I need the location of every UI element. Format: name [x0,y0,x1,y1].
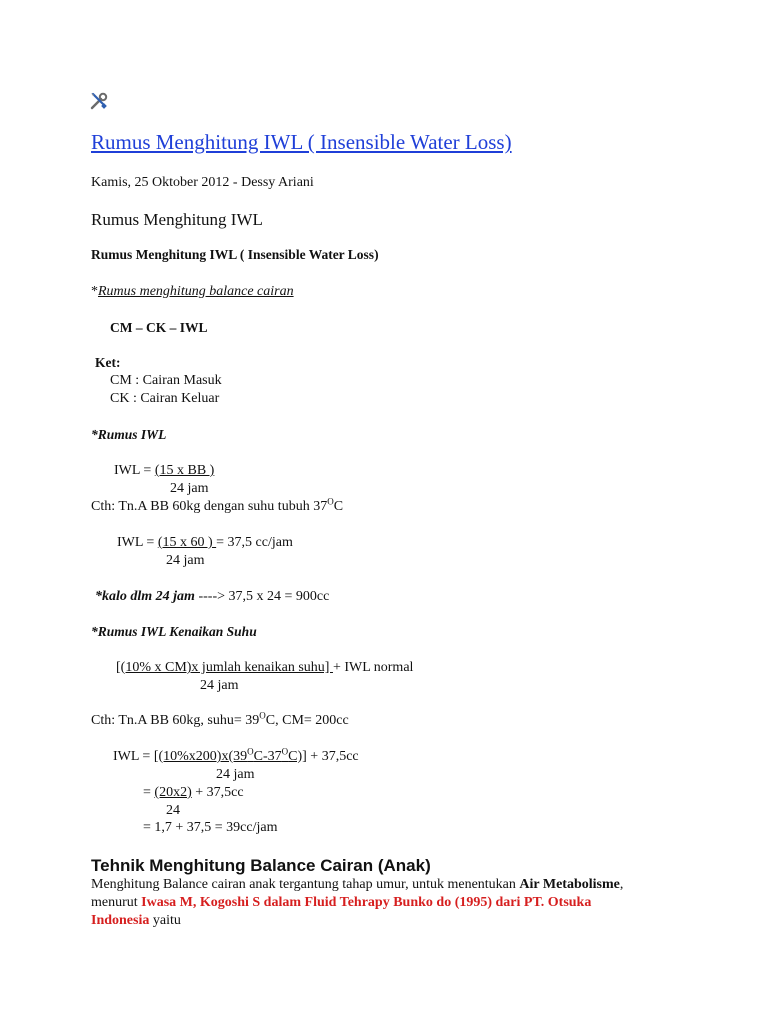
suhu-formula [116,660,413,676]
tools-icon [89,91,109,111]
suhu-l2-numerator: (20x2) [154,785,192,800]
kalo-line [95,589,329,605]
article-meta: Kamis, 25 Oktober 2012 - Dessy Ariani [91,175,314,190]
heading-sub: Rumus Menghitung IWL ( Insensible Water Loss) [91,247,379,262]
ket-cm: CM : Cairan Masuk [110,373,222,388]
suhu-l1-denominator: 24 jam [216,767,255,782]
anak-p1-a: Menghitung Balance cairan anak tergantung tahap umur, untuk menentukan [91,877,520,892]
suhu-l2-denominator: 24 [166,803,180,818]
suhu-l1-prefix: IWL = [113,749,154,764]
iwl-ex-numerator: (15 x 60 ) [157,535,217,550]
suhu-calc-line2 [143,785,244,801]
iwl-ex-denominator: 24 jam [166,553,205,568]
iwl-cth-sup: O [327,496,334,507]
ket-ck: CK : Cairan Keluar [110,391,220,406]
suhu-cth-b: C, CM= 200cc [265,713,349,728]
balance-star: * [91,284,98,299]
air-metabolisme: Air Metabolisme [519,877,620,892]
iwl-numerator: (15 x BB ) [154,463,215,478]
iwl-formula [114,463,214,479]
iwl-denominator: 24 jam [170,481,209,496]
iwl-cth-a: Cth: Tn.A BB 60kg dengan suhu tubuh 37 [91,499,328,514]
balance-label [91,284,294,300]
suhu-l2-prefix: = [143,785,155,800]
suhu-cth-sup: O [259,710,266,721]
anak-p2-a: menurut [91,895,142,910]
heading-main: Rumus Menghitung IWL [91,210,263,229]
iwl-ex-result: = 37,5 cc/jam [216,535,293,550]
suhu-l2-rest: + 37,5cc [191,785,244,800]
anak-paragraph-line2 [91,895,591,911]
suhu-denominator: 24 jam [200,678,239,693]
suhu-rest: + IWL normal [332,660,414,675]
iwl-example-formula [117,535,293,551]
reference-indonesia: Indonesia [91,913,150,928]
suhu-calc-line1 [113,746,359,765]
balance-formula: CM – CK – IWL [110,320,208,335]
iwl-ex-prefix: IWL = [117,535,158,550]
iwl-cth-b: C [333,499,344,514]
anak-paragraph-line1 [91,877,623,893]
suhu-label: *Rumus IWL Kenaikan Suhu [91,624,257,639]
suhu-l1-rest: + 37,5cc [306,749,359,764]
reference-author: Iwasa M, Kogoshi S dalam Fluid Tehrapy Bunko do (1995) dari PT. Otsuka [141,895,592,910]
kalo-rest: ----> 37,5 x 24 = 900cc [194,589,330,604]
kalo-label: *kalo dlm 24 jam [95,589,195,604]
iwl-example-line [91,496,344,515]
article-title-link[interactable]: Rumus Menghitung IWL ( Insensible Water Loss) [91,130,512,154]
anak-paragraph-line3 [91,913,181,929]
suhu-numerator: [(10% x CM)x jumlah kenaikan suhu] [116,660,333,675]
section-heading-anak: Tehnik Menghitung Balance Cairan (Anak) [91,856,431,875]
suhu-l1-numerator: $[(10\%x200)x(39^OC-37^OC)]$ [153,746,307,764]
iwl-label: *Rumus IWL [91,427,167,442]
suhu-cth-a: Cth: Tn.A BB 60kg, suhu= 39 [91,713,260,728]
iwl-prefix: IWL = [114,463,155,478]
anak-p1-c: , [619,877,624,892]
suhu-example-line [91,710,349,729]
suhu-calc-line3: = 1,7 + 37,5 = 39cc/jam [143,820,278,835]
balance-label-text: Rumus menghitung balance cairan [98,284,294,299]
ket-label: Ket: [95,355,121,370]
anak-p3-b: yaitu [149,913,181,928]
